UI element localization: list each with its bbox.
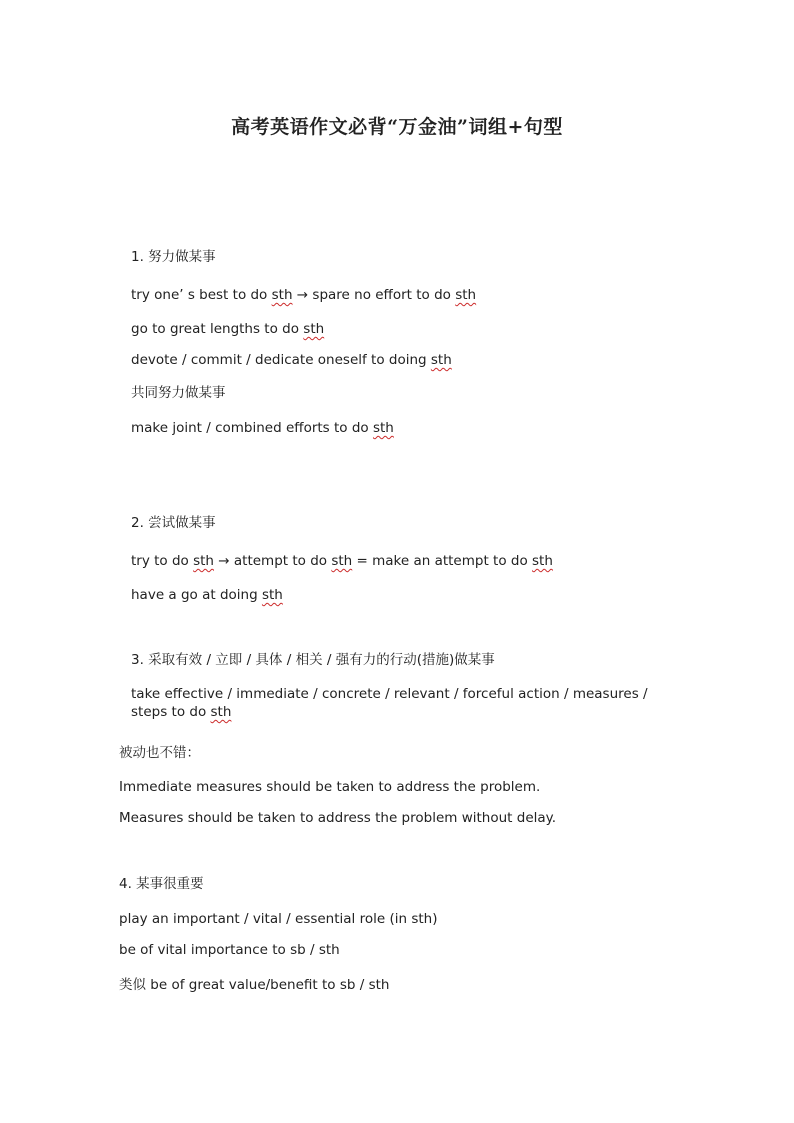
spellcheck-word: sth: [193, 553, 214, 569]
section-1-line-3: [131, 351, 452, 369]
section-1-line-1: [131, 286, 476, 304]
passive-example-2: Measures should be taken to address the problem without delay.: [119, 810, 557, 826]
text-fragment: → spare no effort to do: [292, 287, 456, 303]
spellcheck-word: sth: [331, 553, 353, 569]
text-fragment: go to great lengths to do: [131, 321, 304, 337]
text-fragment: devote / commit / dedicate oneself to doing: [131, 352, 431, 368]
section-1-line-4: [131, 419, 394, 437]
spellcheck-word: sth: [372, 420, 394, 436]
section-3-heading: 3. 采取有效 / 立即 / 具体 / 相关 / 强有力的行动(措施)做某事: [131, 652, 495, 668]
section-1-line-2: [131, 320, 324, 338]
section-4-line-1: play an important / vital / essential role (in sth): [119, 911, 438, 927]
spellcheck-word: sth: [261, 587, 283, 603]
spellcheck-word: sth: [430, 352, 452, 368]
passive-heading: 被动也不错：: [119, 745, 200, 761]
section-2-line-2: [131, 586, 283, 604]
text-fragment: try one’ s best to do: [131, 287, 272, 303]
section-1-subheading: 共同努力做某事: [131, 385, 226, 401]
spellcheck-word: sth: [210, 704, 232, 720]
text-fragment: → attempt to do: [213, 553, 332, 569]
section-4-heading: 4. 某事很重要: [119, 876, 204, 892]
section-2-heading: 2. 尝试做某事: [131, 515, 216, 531]
section-3-line-1: [131, 685, 671, 721]
text-fragment: have a go at doing: [131, 587, 262, 603]
spellcheck-word: sth: [271, 287, 293, 303]
section-1-heading: 1. 努力做某事: [131, 249, 216, 265]
section-4-line-2: be of vital importance to sb / sth: [119, 942, 340, 958]
text-fragment: take effective / immediate / concrete / relevant / forceful action / measures / steps to do: [131, 686, 648, 720]
page-title: 高考英语作文必背“万金油”词组+句型: [231, 116, 563, 138]
text-fragment: make joint / combined efforts to do: [131, 420, 373, 436]
section-4-line-3: 类似 be of great value/benefit to sb / sth: [119, 977, 390, 993]
passive-example-1: Immediate measures should be taken to address the problem.: [119, 779, 541, 795]
spellcheck-word: sth: [455, 287, 477, 303]
text-fragment: = make an attempt to do: [352, 553, 533, 569]
spellcheck-word: sth: [532, 553, 553, 569]
spellcheck-word: sth: [303, 321, 325, 337]
section-2-line-1: [131, 552, 553, 570]
text-fragment: try to do: [131, 553, 194, 569]
